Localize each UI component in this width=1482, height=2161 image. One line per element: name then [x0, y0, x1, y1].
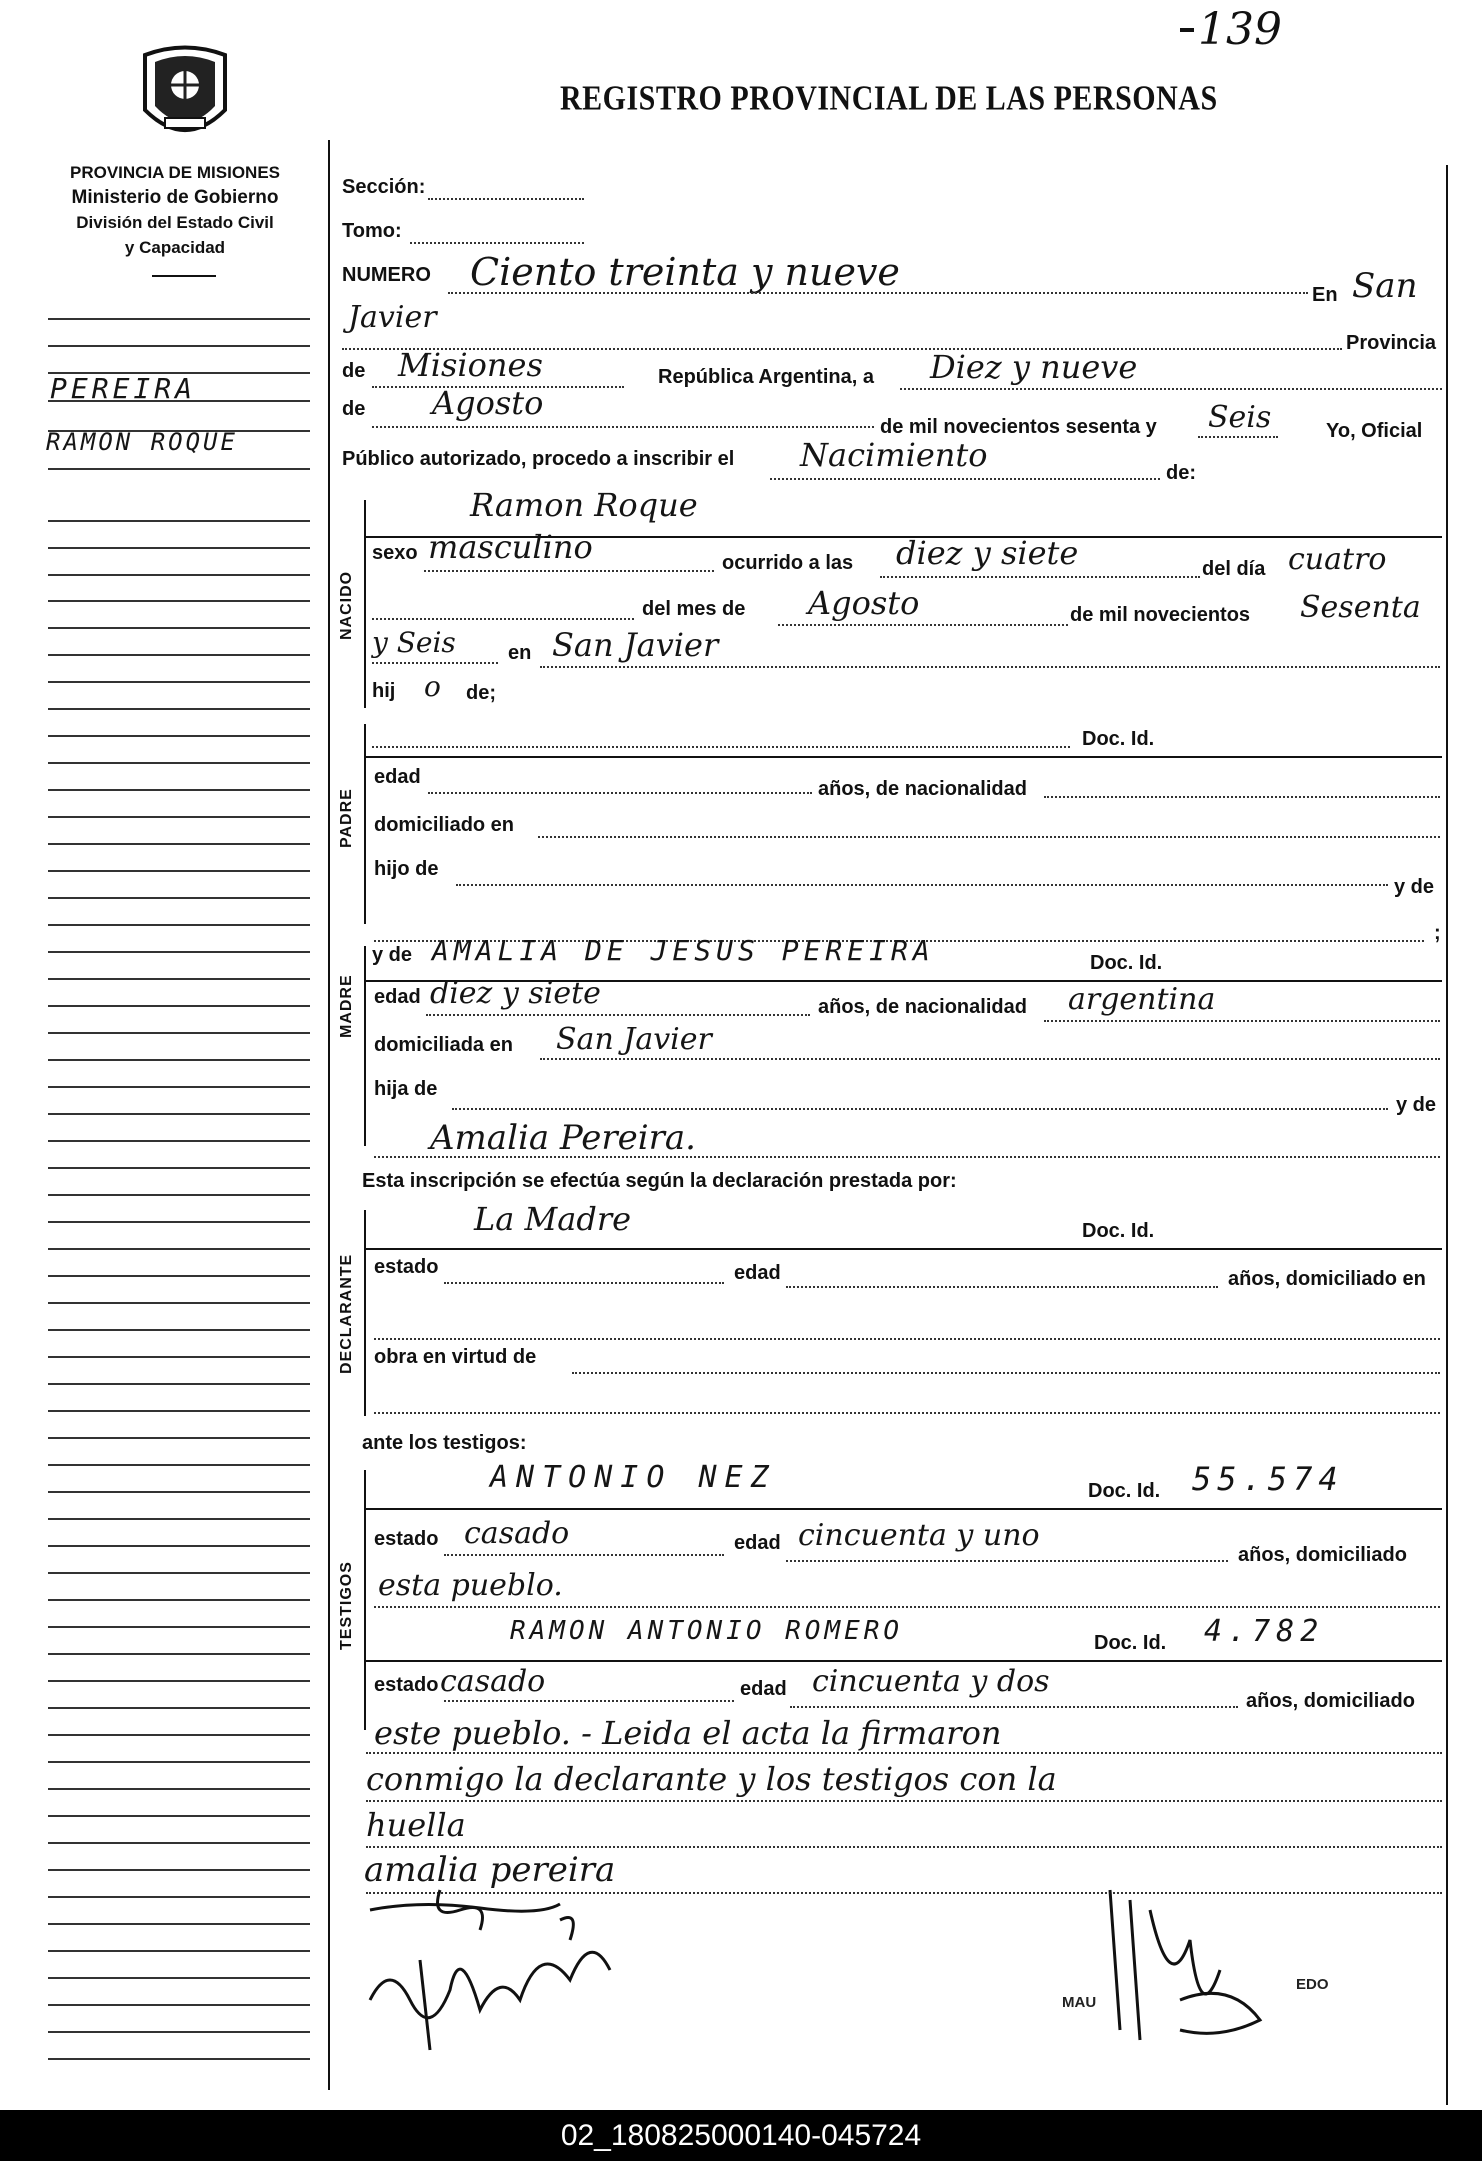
nacido-anio-field-2[interactable]	[372, 662, 498, 664]
madre-domicilio-label: domiciliada en	[374, 1034, 513, 1056]
declarante-obra-field-2[interactable]	[374, 1412, 1440, 1414]
declarante-edad-label: edad	[734, 1262, 781, 1284]
hij-value: o	[424, 670, 441, 703]
padre-yde-label: y de	[1394, 876, 1435, 898]
nacido-nombre-value: Ramon Roque	[470, 486, 698, 524]
declarante-domicilio-field[interactable]	[374, 1338, 1440, 1340]
fecha-mes-value: Agosto	[432, 384, 544, 422]
madre-abuela-value: Amalia Pereira.	[430, 1118, 696, 1158]
issuing-authority-block	[30, 160, 320, 260]
madre-yde2-label: y de	[1396, 1094, 1437, 1116]
declarante-section-label: DECLARANTE	[338, 1253, 355, 1374]
testigo1-doc-label: Doc. Id.	[1088, 1480, 1161, 1502]
testigo2-anios-label: años, domiciliado	[1246, 1690, 1415, 1712]
padre-hijo-field[interactable]	[456, 884, 1388, 886]
document-title: REGISTRO PROVINCIAL DE LAS PERSONAS	[560, 79, 1218, 118]
padre-bracket	[364, 724, 366, 924]
signature-scribbles	[360, 1880, 660, 2070]
nacido-pre-mes-field[interactable]	[372, 618, 634, 620]
acto-value: Nacimiento	[800, 436, 988, 474]
testigo1-estado-value: casado	[464, 1516, 570, 1551]
cierre-line-2-rule	[366, 1800, 1442, 1802]
province-name: PROVINCIA DE MISIONES	[69, 163, 280, 182]
de3-label: de:	[1166, 462, 1196, 484]
testigo1-nombre-line	[366, 1508, 1442, 1510]
testigo2-estado-value: casado	[440, 1664, 546, 1699]
margin-divider	[328, 140, 330, 2090]
sexo-label: sexo	[372, 542, 418, 564]
numero-field[interactable]	[448, 292, 1308, 294]
fecha-mes-field[interactable]	[372, 426, 874, 428]
declarante-nombre-value: La Madre	[474, 1200, 632, 1238]
acto-field[interactable]	[770, 478, 1160, 480]
nacido-section-label: NACIDO	[338, 570, 355, 640]
testigo1-domicilio-field[interactable]	[374, 1606, 1440, 1608]
nacido-lugar-field[interactable]	[540, 666, 1440, 668]
padre-nacionalidad-field[interactable]	[1044, 796, 1440, 798]
de-label: de	[342, 360, 366, 382]
numero-label: NUMERO	[342, 264, 431, 286]
cierre-line-2: conmigo la declarante y los testigos con la	[366, 1760, 1057, 1798]
testigo2-estado-label: estado	[374, 1674, 439, 1696]
cierre-line-3-rule	[366, 1846, 1442, 1848]
madre-domicilio-value: San Javier	[556, 1022, 712, 1057]
declarante-obra-field[interactable]	[572, 1372, 1440, 1374]
testigo2-nombre-line	[366, 1660, 1442, 1662]
document-code-footer: 02_180825000140-045724	[0, 2110, 1482, 2161]
margin-surname: PEREIRA	[50, 372, 197, 405]
en-label: En	[1312, 284, 1338, 306]
madre-edad-value: diez y siete	[430, 976, 601, 1011]
madre-doc-label: Doc. Id.	[1090, 952, 1163, 974]
nacido-anio-value-2: y Seis	[372, 626, 456, 659]
stamp-line-2: EDO	[1296, 1976, 1329, 1993]
declarante-doc-label: Doc. Id.	[1082, 1220, 1155, 1242]
header-divider	[152, 275, 216, 277]
nacido-mes-field[interactable]	[778, 624, 1068, 626]
nacido-anio-value: Sesenta	[1300, 590, 1421, 625]
declarante-estado-label: estado	[374, 1256, 439, 1278]
provincia-label: Provincia	[1346, 332, 1437, 354]
testigo1-nombre-value: ANTONIO NEZ	[490, 1460, 777, 1495]
padre-doc-label: Doc. Id.	[1082, 728, 1155, 750]
stamp-line-1: MAU	[1062, 1994, 1097, 2011]
corner-number-prefix	[1180, 4, 1194, 55]
fecha-anio-value: Seis	[1208, 400, 1272, 435]
fecha-dia-field[interactable]	[900, 388, 1442, 390]
republica-label: República Argentina, a	[658, 366, 874, 388]
testigo1-anios-label: años, domiciliado	[1238, 1544, 1407, 1566]
hij-label: hij	[372, 680, 396, 702]
del-mes-label: del mes de	[642, 598, 746, 620]
nacido-de-label: de;	[466, 682, 496, 704]
testigo2-edad-field[interactable]	[790, 1706, 1238, 1708]
padre-domicilio-field[interactable]	[538, 836, 1440, 838]
testigo2-edad-value: cincuenta y dos	[812, 1664, 1050, 1699]
division-name: División del Estado Civil	[76, 213, 274, 232]
oficial-label: Yo, Oficial	[1326, 420, 1423, 442]
nacido-mil-label: de mil novecientos	[1070, 604, 1251, 626]
hora-value: diez y siete	[896, 534, 1079, 572]
declarante-anios-label: años, domiciliado en	[1228, 1268, 1426, 1290]
padre-section-label: PADRE	[338, 788, 355, 848]
del-dia-label: del día	[1202, 558, 1266, 580]
fecha-dia-value: Diez y nueve	[930, 348, 1138, 386]
en-value-2: Javier	[348, 300, 437, 335]
testigos-intro-label: ante los testigos:	[362, 1432, 527, 1454]
testigo2-nombre-value: RAMON ANTONIO ROMERO	[510, 1616, 904, 1646]
nacido-en-label: en	[508, 642, 532, 664]
padre-nombre-field[interactable]	[372, 746, 1070, 748]
padre-edad-field[interactable]	[428, 792, 812, 794]
declarante-intro-label: Esta inscripción se efectúa según la declaración prestada por:	[362, 1170, 957, 1192]
numero-value: Ciento treinta y nueve	[470, 250, 900, 294]
madre-yde-label: y de	[372, 944, 413, 966]
padre-domicilio-label: domiciliado en	[374, 814, 515, 836]
corner-registration-number	[1180, 4, 1282, 55]
testigo2-edad-label: edad	[740, 1678, 787, 1700]
provincial-crest-icon	[135, 40, 235, 150]
capacity-name: y Capacidad	[124, 238, 226, 257]
ocurrido-label: ocurrido a las	[722, 552, 854, 574]
madre-anios-label: años, de nacionalidad	[818, 996, 1027, 1018]
declarante-edad-field[interactable]	[786, 1286, 1218, 1288]
padre-hijo-label: hijo de	[374, 858, 439, 880]
padre-anios-label: años, de nacionalidad	[818, 778, 1027, 800]
madre-bracket	[364, 946, 366, 1146]
right-border	[1446, 165, 1448, 2105]
hora-field[interactable]	[880, 576, 1200, 578]
testigo2-doc-value: 4.782	[1204, 1614, 1325, 1649]
cierre-line-3: huella	[366, 1806, 466, 1844]
padre-edad-label: edad	[374, 766, 421, 788]
seccion-label: Sección:	[342, 176, 426, 198]
padre-nombre-line	[366, 756, 1442, 758]
sexo-value: masculino	[428, 528, 593, 566]
nacido-lugar-value: San Javier	[552, 626, 719, 664]
madre-hija-label: hija de	[374, 1078, 438, 1100]
testigo1-doc-value: 55.574	[1192, 1460, 1344, 1498]
madre-edad-field[interactable]	[426, 1014, 810, 1016]
madre-section-label: MADRE	[338, 974, 355, 1038]
mil-label: de mil novecientos sesenta y	[880, 416, 1157, 438]
sexo-field[interactable]	[424, 570, 714, 572]
nacido-mes-value: Agosto	[808, 584, 920, 622]
official-signature	[1080, 1880, 1320, 2080]
publico-label: Público autorizado, procedo a inscribir el	[342, 448, 735, 470]
testigo2-doc-label: Doc. Id.	[1094, 1632, 1167, 1654]
declarante-estado-field[interactable]	[444, 1282, 724, 1284]
madre-abuela-field[interactable]	[374, 1156, 1440, 1158]
testigos-section-label: TESTIGOS	[338, 1561, 355, 1650]
tomo-field[interactable]	[410, 242, 584, 244]
fecha-anio-field[interactable]	[1198, 436, 1278, 438]
testigo1-edad-value: cincuenta y uno	[798, 1518, 1040, 1553]
seccion-field[interactable]	[428, 198, 584, 200]
nacido-dia-value: cuatro	[1288, 542, 1387, 577]
madre-domicilio-field[interactable]	[540, 1058, 1440, 1060]
nacido-bracket	[364, 500, 366, 708]
testigo1-edad-field[interactable]	[786, 1560, 1228, 1562]
testigo1-estado-field[interactable]	[444, 1554, 724, 1556]
madre-nacionalidad-field[interactable]	[1044, 1020, 1440, 1022]
declarante-bracket	[364, 1210, 366, 1416]
margin-given-names: RAMON ROQUE	[46, 428, 238, 456]
madre-nombre-value: AMALIA DE JESUS PEREIRA	[432, 934, 935, 967]
madre-edad-label: edad	[374, 986, 421, 1008]
declarante-nombre-line	[366, 1248, 1442, 1250]
cierre-line-1-rule	[366, 1752, 1442, 1754]
provincia-value: Misiones	[398, 346, 543, 384]
en-value: San	[1352, 266, 1418, 306]
tomo-label: Tomo:	[342, 220, 402, 242]
cierre-line-1: este pueblo. - Leida el acta la firmaron	[374, 1714, 1002, 1752]
corner-number-value: 139	[1198, 4, 1282, 55]
testigo1-domicilio-value: esta pueblo.	[378, 1568, 563, 1603]
madre-nacionalidad-value: argentina	[1068, 982, 1216, 1017]
testigo2-estado-field[interactable]	[444, 1700, 734, 1702]
testigo1-estado-label: estado	[374, 1528, 439, 1550]
firma-nombre: amalia pereira	[364, 1850, 616, 1890]
padre-semicolon: ;	[1434, 922, 1441, 944]
ministry-name: Ministerio de Gobierno	[71, 187, 279, 208]
de2-label: de	[342, 398, 366, 420]
declarante-obra-label: obra en virtud de	[374, 1346, 537, 1368]
testigo1-edad-label: edad	[734, 1532, 781, 1554]
madre-hija-field[interactable]	[452, 1108, 1388, 1110]
